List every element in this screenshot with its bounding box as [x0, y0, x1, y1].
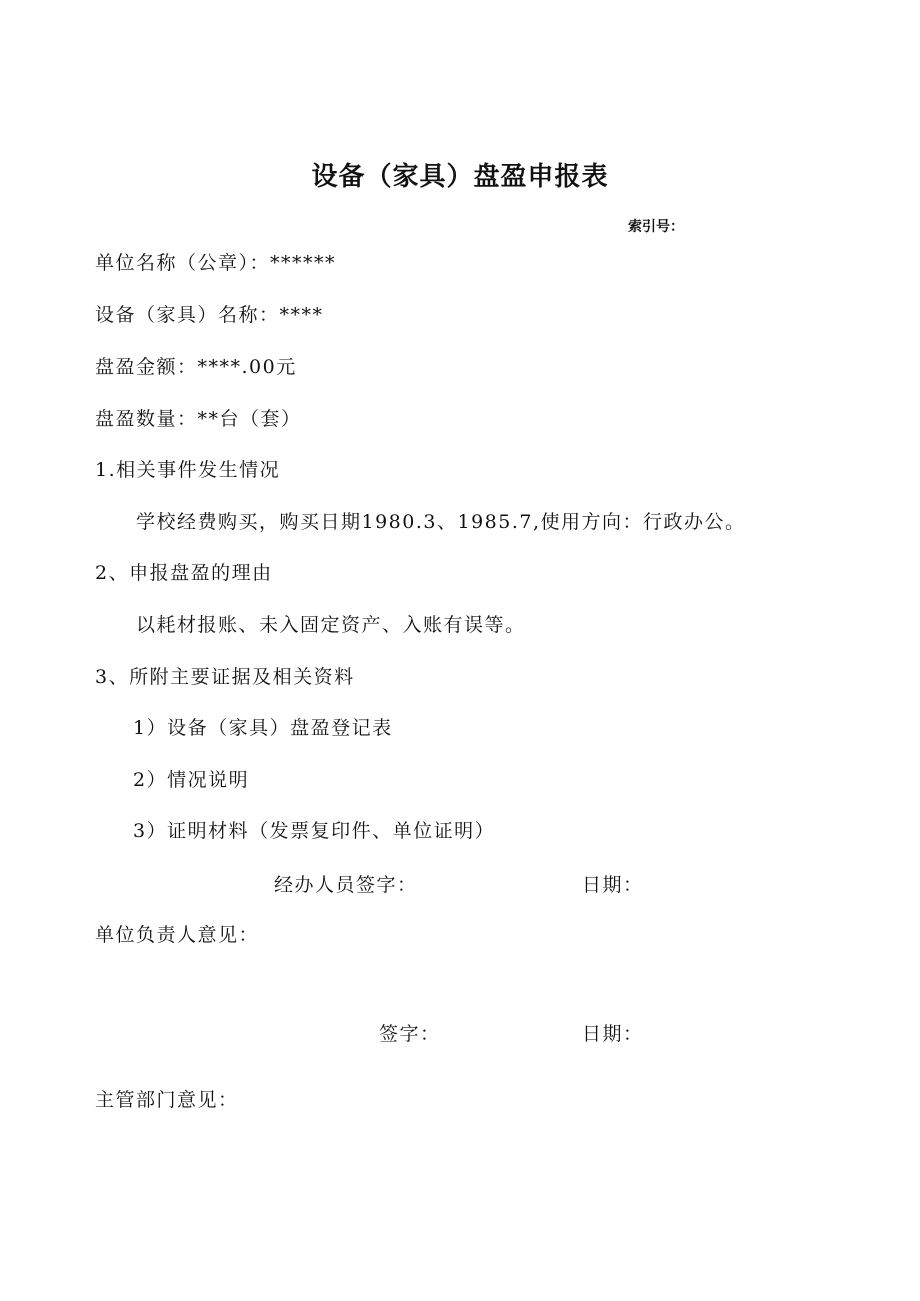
section-2-heading: 2、申报盘盈的理由 [95, 562, 273, 584]
attachment-item: 1）设备（家具）盘盈登记表 [133, 717, 393, 739]
equipment-name-field: 设备（家具）名称：**** [95, 304, 324, 326]
section-1-heading: 1.相关事件发生情况 [95, 459, 281, 481]
attachment-item: 3）证明材料（发票复印件、单位证明） [133, 820, 496, 842]
attachment-item: 2）情况说明 [133, 769, 250, 791]
index-number-label: 索引号： [628, 219, 684, 235]
head-signature-label: 签字： [379, 1023, 441, 1045]
unit-head-opinion-label: 单位负责人意见： [95, 924, 260, 946]
head-date-label: 日期： [582, 1023, 644, 1045]
document-title: 设备（家具）盘盈申报表 [311, 162, 609, 192]
section-2-body: 以耗材报账、未入固定资产、入账有误等。 [136, 614, 526, 636]
unit-name-field: 单位名称（公章）：****** [95, 252, 337, 274]
department-opinion-label: 主管部门意见： [95, 1089, 239, 1111]
handler-date-label: 日期： [582, 874, 644, 896]
section-1-body: 学校经费购买，购买日期1980.3、1985.7,使用方向：行政办公。 [136, 511, 746, 533]
surplus-quantity-field: 盘盈数量：**台（套） [95, 408, 302, 430]
handler-signature-label: 经办人员签字： [274, 874, 418, 896]
surplus-amount-field: 盘盈金额：****.00元 [95, 356, 297, 378]
section-3-heading: 3、所附主要证据及相关资料 [95, 666, 355, 688]
